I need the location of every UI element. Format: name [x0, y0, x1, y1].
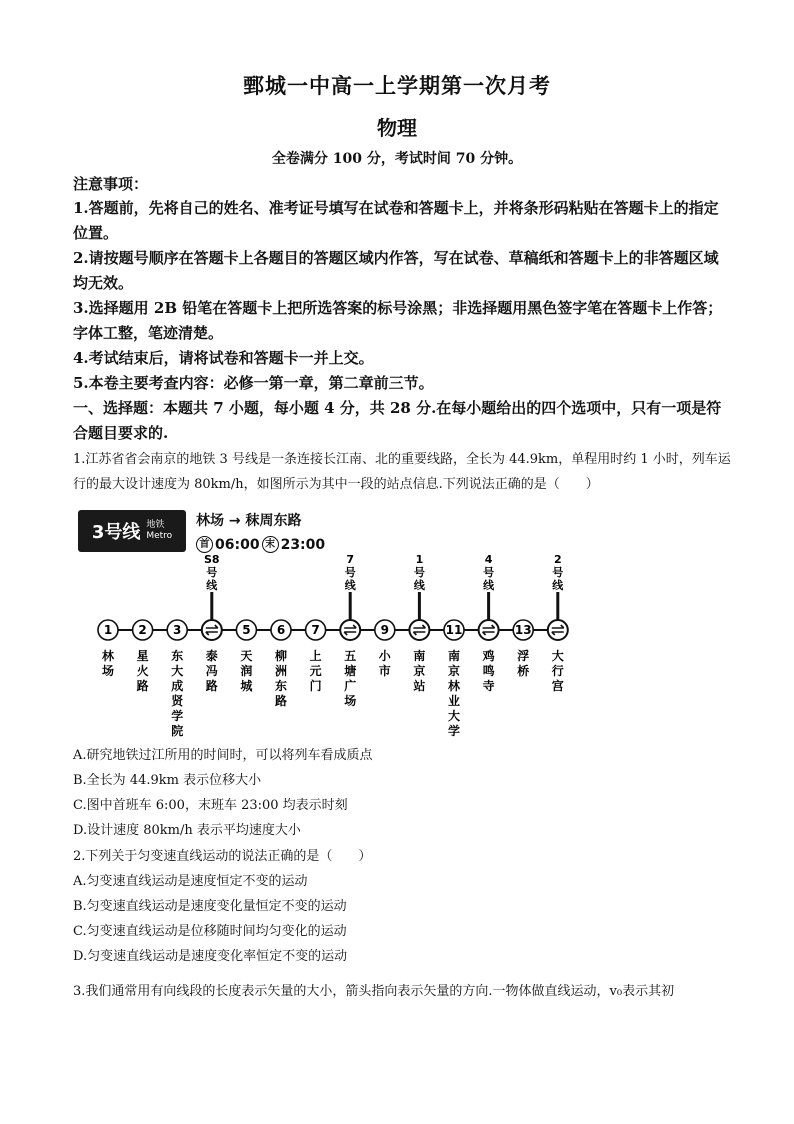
metro-station	[479, 553, 499, 693]
metro-badge-en: Metro	[146, 531, 173, 541]
transfer-station-marker	[202, 620, 222, 640]
station-name: 小市	[378, 649, 391, 678]
station-name: 上元门	[309, 649, 322, 693]
exam-total-info: 全卷满分 100 分，考试时间 70 分钟。	[271, 151, 523, 167]
metro-station	[375, 620, 395, 678]
metro-station	[133, 620, 153, 693]
station-number: 2	[138, 623, 147, 637]
question-2-option-c: C.匀变速直线运动是位移随时间均匀变化的运动	[73, 924, 347, 939]
metro-station	[340, 553, 360, 708]
station-number: 6	[276, 623, 286, 637]
question-1-option-c: C.图中首班车 6:00，末班车 23:00 均表示时刻	[73, 798, 348, 813]
question-2-option-a: A.匀变速直线运动是速度恒定不变的运动	[73, 874, 308, 889]
question-2	[73, 844, 733, 969]
transfer-line-label: 1 号线	[413, 553, 425, 592]
notice-heading: 注意事项：	[73, 175, 149, 193]
exam-subject: 物理	[377, 116, 417, 140]
last-train-mark: 末	[262, 536, 279, 553]
notice-list	[73, 196, 733, 396]
station-name: 星火路	[136, 649, 149, 693]
metro-station	[98, 620, 118, 678]
metro-station	[548, 553, 568, 693]
transfer-station-marker	[409, 620, 429, 640]
station-name: 东大成贤学院	[171, 649, 184, 738]
station-number: 13	[514, 623, 532, 637]
station-name: 大行宫	[551, 649, 564, 693]
station-name: 南京站	[413, 649, 426, 693]
metro-station	[167, 620, 187, 738]
metro-map	[78, 500, 638, 740]
metro-station	[409, 553, 429, 693]
first-train-mark: 首	[196, 536, 213, 553]
question-3-stem: 3.我们通常用有向线段的长度表示矢量的大小，箭头指向表示矢量的方向.一物体做直线运动，v₀表示其初	[73, 984, 675, 999]
transfer-station-marker	[340, 620, 360, 640]
exam-title: 鄄城一中高一上学期第一次月考	[243, 73, 551, 98]
transfer-station-marker	[548, 620, 568, 640]
metro-line-number: 3号线	[91, 522, 141, 543]
notice-item: 2.请按题号顺序在答题卡上各题目的答题区域内作答，写在试卷、草稿纸和答题卡上的非答题区域均无效。	[73, 249, 719, 292]
station-name: 浮桥	[517, 649, 530, 678]
station-number: 9	[380, 623, 389, 637]
question-2-option-b: B.匀变速直线运动是速度变化量恒定不变的运动	[73, 899, 347, 914]
notice-item: 5.本卷主要考查内容：必修一第一章，第二章前三节。	[73, 374, 434, 392]
transfer-line-label: S8 号线	[204, 553, 220, 592]
transfer-line-label: 7 号线	[344, 553, 356, 592]
question-1-options	[73, 743, 733, 843]
notice-item: 1.答题前，先将自己的姓名、准考证号填写在试卷和答题卡上，并将条形码粘贴在答题卡上的指定位置。	[73, 199, 719, 242]
metro-line-diagram	[78, 500, 638, 740]
notice-item: 3.选择题用 2B 铅笔在答题卡上把所选答案的标号涂黑；非选择题用黑色签字笔在答题卡上作答；字体工整，笔迹清楚。	[73, 299, 723, 342]
transfer-line-label: 4 号线	[483, 553, 495, 592]
question-1-option-a: A.研究地铁过江所用的时间时，可以将列车看成质点	[73, 748, 373, 763]
station-name: 南京林业大学	[447, 649, 461, 738]
station-number: 7	[311, 623, 320, 637]
metro-station	[306, 620, 326, 693]
metro-badge-cn: 地铁	[146, 520, 165, 530]
station-name: 天润城	[240, 649, 253, 693]
last-train-time: 23:00	[280, 536, 326, 553]
metro-station	[236, 620, 256, 693]
metro-station	[444, 620, 464, 738]
metro-direction: 林场 → 秣周东路	[196, 513, 302, 529]
station-name: 五塘广场	[344, 649, 357, 708]
question-2-stem: 2.下列关于匀变速直线运动的说法正确的是（ ）	[73, 849, 372, 864]
station-number: 1	[103, 623, 113, 637]
station-name: 泰冯路	[205, 649, 218, 693]
station-name: 鸡鸣寺	[482, 649, 495, 693]
station-number: 11	[445, 623, 463, 637]
question-1-option-d: D.设计速度 80km/h 表示平均速度大小	[73, 823, 301, 838]
section-heading: 一、选择题：本题共 7 小题，每小题 4 分，共 28 分.在每小题给出的四个选项中，只有一项是符合题目要求的.	[73, 399, 722, 442]
metro-station	[271, 620, 291, 708]
question-1-option-b: B.全长为 44.9km 表示位移大小	[73, 773, 262, 788]
transfer-line-label: 2 号线	[552, 553, 564, 592]
metro-station	[202, 553, 222, 693]
transfer-station-marker	[479, 620, 499, 640]
question-2-option-d: D.匀变速直线运动是速度变化率恒定不变的运动	[73, 949, 348, 964]
first-train-time: 06:00	[215, 536, 260, 553]
station-number: 5	[242, 623, 251, 637]
station-name: 柳洲东路	[274, 649, 288, 708]
station-number: 3	[173, 623, 182, 637]
station-name: 林场	[101, 649, 115, 678]
question-1-stem: 1.江苏省省会南京的地铁 3 号线是一条连接长江南、北的重要线路，全长为 44.9km，单程用时约 1 小时，列车运行的最大设计速度为 80km/h，如图所示为其中一段的站点信息.下列说法正确的是（ ）	[73, 452, 731, 492]
notice-item: 4.考试结束后，请将试卷和答题卡一并上交。	[73, 349, 374, 367]
metro-station	[513, 620, 533, 678]
